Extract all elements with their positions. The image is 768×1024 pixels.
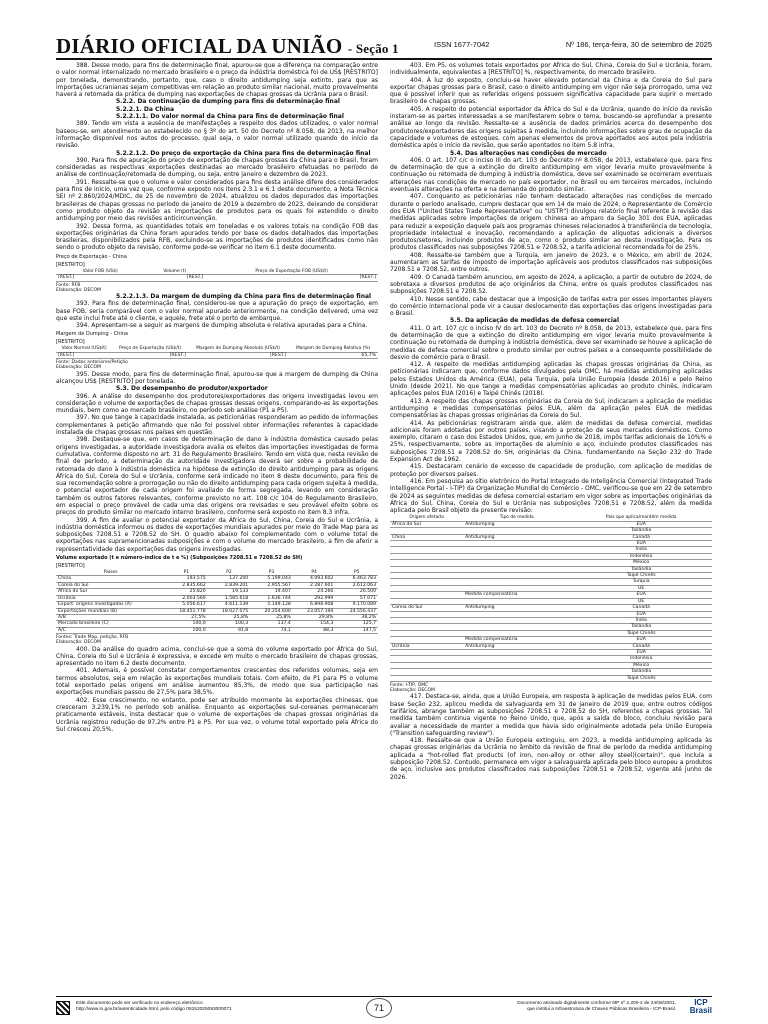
table-cell: A/B	[56, 614, 165, 620]
table-cell: Tailândia	[570, 528, 712, 534]
heading-5-2-2: 5.2.2. Da continuação de dumping para fins de determinação final	[116, 98, 340, 106]
paragraph-400: 400. Da análise do quadro acima, conclui-se que a soma do volume exportado por África do Sul, China, Coreia do Sul e Ucrânia é expressiva, e excede em muito o mercado brasileiro de chapas grossas, apresentado no item 6.2 deste documento.	[56, 645, 378, 668]
table-cell: Turquia	[570, 579, 712, 585]
table-cell: Canadá	[570, 605, 712, 611]
table-cell: 2.839.201	[208, 582, 251, 588]
export-volume-table	[56, 570, 378, 634]
heading-5-4: 5.4. Das alterações nas condições de mercado	[450, 149, 607, 157]
table-cell: EUA	[570, 541, 712, 547]
table-cell: 91,8	[208, 627, 251, 633]
paragraph-391: 391. Ressalte-se que o volume e valor considerados para fins desta análise difere dos considerados para fins de início, uma vez que, conforme exposto nos itens 2.3.1 e 6.1 deste documento, a Nota Técnica SEI nº 2.860/2024/MDIC, de 25 de novembro de 2024, atualizou os dados depurados das importações brasileiras de chapas grossas no período de janeiro de 2019 a dezembro de 2023, deixando de considerar como produto objeto da revisão as importações de produtos para os quais foi estendido o direito antidumping por meio das revisões anticircunvenção.	[56, 178, 378, 223]
paragraph-397: 397. No que tange à capacidade instalada, as peticionárias responderam ao pedido de informações complementares à petição afirmando que não foi possível obter informações referentes à capacidade instalada de chapas grossas nos países em questão.	[56, 414, 378, 437]
table-header-cell: P3	[250, 570, 293, 576]
right-column	[390, 62, 712, 992]
table-cell	[463, 675, 570, 681]
table-cell: Taipé Chinês	[570, 675, 712, 681]
paragraph-392: 392. Dessa forma, as quantidades totais em toneladas e os valores totais na condição FOB das exportações originárias da China foram apurados tendo por base os dados detalhados das importações brasileiras, disponibilizados pela RFB, excluindo-se as importações de produtos identificados como não sendo o produto objeto da revisão, conforme pode-se verificar no item 6.1 deste documento.	[56, 222, 378, 252]
section-label: - Seção 1	[347, 41, 399, 56]
table-cell: 2.003.560	[165, 595, 208, 601]
table-header-cell: Margem de Dumping Absoluta (US$/t)	[188, 346, 288, 352]
table-header-cell: Valor FOB (US$)	[56, 269, 144, 275]
paragraph-416: 416. Em pesquisa ao sítio eletrônico do Portal Integrado de Inteligência Comercial (Integrated Trade Intelligence Portal - I-TIP) da Organização Mundial do Comércio - OMC, verificou-se que em 22 de setembro de 2024 as seguintes medidas de defesa comercial estariam em vigor sobre as importações originárias da África do Sul, China, Coreia do Sul e Ucrânia nas subposições 7208.51 e 7208.52, além da medida aplicada pelo Brasil objeto da presente revisão:	[390, 477, 712, 515]
table-cell: 292.999	[293, 595, 336, 601]
heading-5-2-2-1: 5.2.2.1. Da China	[116, 105, 175, 113]
table-cell: Coreia do Sul	[390, 605, 463, 611]
table-cell: Taipé Chinês	[570, 630, 712, 636]
table-cell: 23.057.194	[293, 608, 336, 614]
table-cell: 137,4	[250, 621, 293, 627]
table-cell: México	[570, 662, 712, 668]
table-cell: [REST.]	[205, 275, 378, 281]
table-2-source: Fonte: Dados anteriores/Petição	[56, 360, 128, 366]
table-cell: Índia	[570, 547, 712, 553]
table-cell: Ucrânia	[390, 643, 463, 649]
table-cell: 29,8%	[293, 614, 336, 620]
table-row	[56, 627, 378, 633]
table-cell: 88,3	[293, 627, 336, 633]
signature-line-2: que institui a Infraestrutura de Chaves Públicas Brasileira - ICP-Brasil.	[526, 1007, 676, 1012]
paragraph-407: 407. Conquanto as peticionárias não tenham destacado alterações nas condições de mercado durante o período analisado, cumpre destacar que em 14 de maio de 2024, o Representante de Comércio dos EUA ("United States Trade Representative" ou "USTR") divulgou relatório final referente à revisão das medidas aplicadas sobre importações de origem chinesa ao amparo da Seção 301 dos EUA, aplicadas para reduzir a exposição daquele país aos programas chineses relacionados à transferência de tecnologia, propriedade intelectual e inovação, recomendando a aplicação de alíquotas adicionais a diversos produtos/setores, incluindo produtos de aço, como o produto similar ao desta investigação. Para os produtos classificados nas subposições 7208.51 e 7208.52, a tarifa adicional recomendada foi de 25%.	[390, 193, 712, 252]
heading-5-2-2-1-1: 5.2.2.1.1. Do valor normal da China para fins de determinação final	[116, 113, 344, 121]
table-cell: México	[570, 560, 712, 566]
table-cell: [REST.]	[112, 352, 188, 358]
table-1-source: Fonte: RFB	[56, 282, 81, 288]
paragraph-417: 417. Destaca-se, ainda, que a União Europeia, em resposta à aplicação de medidas pelos EUA, com base Seção 232, aplicou medida de salvaguarda em 31 de janeiro de 2019 que, entre outros códigos tarifários, abrange também as subposições 7208.51 e 7208.52 do SH, referentes a chapas grossas. Tal medida também continua vigente no Reino Unido, que, após a saída do bloco, concluiu revisão para avaliar a necessidade de manter a medida que havia sido originalmente adotada pela União Europeia ("Transition safeguarding review").	[390, 693, 712, 737]
table-cell: 154,3	[293, 621, 336, 627]
table-cell: 74,1	[250, 627, 293, 633]
table-cell: 38,2%	[335, 614, 378, 620]
table-cell: 6.463.783	[335, 576, 378, 582]
table-cell: 137.200	[208, 576, 251, 582]
table-header-cell: Volume (t)	[144, 269, 205, 275]
table-header-cell: Origem afetada	[390, 515, 463, 521]
table-cell: 100,0	[165, 621, 208, 627]
table-4-elaboration: Elaboração: DECOM	[390, 688, 435, 694]
table-cell: China	[56, 576, 165, 582]
table-3-source: Fontes: Trade Map, petição, RFB	[56, 635, 129, 641]
table-cell: UE	[570, 598, 712, 604]
table-cell: 5.199.043	[250, 576, 293, 582]
table-cell: 4.093.602	[293, 576, 336, 582]
table-cell: 2.955.567	[250, 582, 293, 588]
qr-code-icon	[56, 1001, 70, 1015]
table-cell	[390, 675, 463, 681]
header-rule	[56, 58, 712, 60]
table-cell: África do Sul	[56, 589, 165, 595]
table-cell: EUA	[570, 592, 712, 598]
table-header-cell: País que aplica/mantém medida	[570, 515, 712, 521]
signature-line-1: Documento assinado digitalmente conforme MP nº 2.200-2 de 24/08/2001,	[517, 1001, 676, 1006]
paragraph-413: 413. A respeito das chapas grossas originárias da Coreia do Sul, indicaram a aplicação de medidas antidumping e medidas compensatórias pelos EUA, além da aplicação pelos EUA de medidas compensatórias às chapas grossas originárias da Coreia do Sul.	[390, 397, 712, 420]
table-cell: EUA	[570, 521, 712, 527]
table-cell: Antidumping	[463, 643, 570, 649]
table-header-cell: Valor Normal (US$/t)	[56, 346, 112, 352]
table-cell: 24.556.437	[335, 608, 378, 614]
table-cell: Indonésia	[570, 553, 712, 559]
table-cell: 100,3	[208, 621, 251, 627]
paragraph-390: 390. Para fins de apuração do preço de exportação de chapas grossas da China para o Brasil, foram consideradas as respectivas exportações destinadas ao mercado brasileiro efetuadas no período de análise de continuação/retomada de dumping, ou seja, entre janeiro e dezembro de 2023.	[56, 156, 378, 179]
table-cell: UE	[570, 585, 712, 591]
table-cell: 5.056.617	[165, 602, 208, 608]
paragraph-418: 418. Ressalte-se que a União Europeia extinguiu, em 2023, a medida antidumping aplicada às chapas grossas originárias da Ucrânia no âmbito da revisão de final de período da medida antidumping aplicada a "hot-rolled flat products (of iron, non-alloy or other alloy steel)(certain)", que incluía a subposição 7208.52. Contudo, permanece em vigor a salvaguarda aplicada pelo bloco europeu a produtos de aço, inclusive aos produtos classificados nas subposições 7208.51 e 7208.52, vigente até junho de 2026.	[390, 737, 712, 781]
table-cell: EUA	[570, 611, 712, 617]
table-cell: 1.585.618	[208, 595, 251, 601]
table-cell: Exportações mundiais (B)	[56, 608, 165, 614]
table-cell: [REST.]	[56, 352, 112, 358]
paragraph-393: 393. Para fins de determinação final, considerou-se que a apuração do preço de exportação, em base FOB, seria comparável com o valor normal apurado anteriormente, na condição delivered, uma vez que este inclui frete até o cliente, e aquele, frete até o porto de embarque.	[56, 300, 378, 322]
table-cell: Canadá	[570, 534, 712, 540]
edition-date: Nº 186, terça-feira, 30 de setembro de 2025	[565, 40, 712, 49]
heading-5-2-2-1-3: 5.2.2.1.3. Da margem de dumping da China para fins de determinação final	[116, 292, 372, 300]
table-cell: Coreia do Sul	[56, 582, 165, 588]
issn: ISSN 1677-7042	[434, 40, 490, 49]
paragraph-398: 398. Destaque-se que, em casos de determinação de dano à indústria doméstica causado pelas origens investigadas, a autoridade investigadora avalia os efeitos das importações investigadas de forma cumulativa, conforme disposto no art. 31 do Regulamento Brasileiro. Tendo em vista que, nesta revisão de final de período, a determinação da autoridade investigadora deverá ser sobre a probabilidade de retomada do dano à indústria doméstica na hipótese de extinção do direito antidumping para as origens África do Sul, Coreia do Sul e Ucrânia, conforme será indicado no item 8 deste documento, para fins de sua recomendação sobre a prorrogação ou não do direito antidumping para cada origem sujeita à medida, o potencial exportador de cada origem foi avaliado de forma segregada, levando em consideração também os outros fatores relevantes, conforme previsto no art. 108 c/c 104 do Regulamento Brasileiro, em especial o preço provável de cada uma das origens ora revisadas e seu provável efeito sobre os preços do produto similar no mercado interno brasileiro, conforme será exposto no item 8.3 infra.	[56, 436, 378, 517]
table-cell: Antidumping	[463, 534, 570, 540]
export-price-table	[56, 269, 378, 282]
table-2-elaboration: Elaboração: DECOM	[56, 365, 101, 371]
table-cell: 2.835.662	[165, 582, 208, 588]
table-cell: 25,8%	[250, 614, 293, 620]
table-cell: Medida compensatória	[463, 637, 570, 643]
paragraph-403: 403. Em P5, os volumes totais exportados por África do Sul, China, Coreia do Sul e Ucrânia, foram, individualmente, equivalentes a [RESTRITO] %, respectivamente, do mercado brasileiro.	[390, 62, 712, 77]
dumping-margin-table	[56, 346, 378, 359]
paragraph-396: 396. A análise do desempenho dos produtores/exportadores das origens investigadas levou em consideração o volume de exportações de chapas grossas dessas origens, comparando-as às exportações mundiais, bem como ao mercado brasileiro, no período sob análise (P1 a P5).	[56, 392, 378, 415]
table-2-title: Margem de Dumping - China	[56, 331, 128, 338]
table-cell: 25.820	[165, 589, 208, 595]
heading-5-5: 5.5. Da aplicação de medidas de defesa comercial	[450, 317, 620, 325]
table-cell: Tailândia	[570, 624, 712, 630]
table-header-cell: Preço de Exportação (US$/t)	[112, 346, 188, 352]
paragraph-388: 388. Desse modo, para fins de determinação final, apurou-se que a diferença na comparação entre o valor normal internalizado no mercado brasileiro e o preço da indústria doméstica foi de US$ [RESTRITO] por tonelada, demonstrando, portanto, que, caso o direito antidumping seja extinto, para que as importações ucranianas sejam competitivas em relação ao produto similar nacional, muito provavelmente haverá a retomada da prática de dumping nas exportações de chapas grossas da Ucrânia para o Brasil.	[56, 62, 378, 99]
table-cell: 6.898.908	[293, 602, 336, 608]
table-header-cell: Margem de Dumping Relativa (%)	[288, 346, 378, 352]
table-cell: 193.575	[165, 576, 208, 582]
paragraph-404: 404. À luz do exposto, concluiu-se haver elevado potencial da China e da Coreia do Sul para exportar chapas grossas para o Brasil, caso o direito antidumping em vigor não seja prorrogado, uma vez que é possível inferir que as referidas origens possuem significativa capacidade para suprir o mercado brasileiro de chapas grossas.	[390, 76, 712, 106]
table-cell: 9.170.089	[335, 602, 378, 608]
left-column	[56, 62, 378, 992]
table-cell: 19.133	[208, 589, 251, 595]
table-header-cell: Tipo de medida	[463, 515, 570, 521]
table-header-cell: P2	[208, 570, 251, 576]
table-cell: 26.500	[335, 589, 378, 595]
page-number: 71	[366, 998, 392, 1018]
table-cell: Tailândia	[570, 566, 712, 572]
table-cell: 2.287.601	[293, 582, 336, 588]
table-3-restricted: [RESTRITO]	[56, 563, 85, 570]
table-cell: 25,8%	[208, 614, 251, 620]
table-cell: 24.266	[293, 589, 336, 595]
table-cell: Medida compensatória	[463, 592, 570, 598]
paragraph-411: 411. O art. 107 c/c o inciso IV do art. 103 do Decreto nº 8.058, de 2013, estabelece que, para fins de determinação de que a extinção do direito antidumping em vigor levaria muito provavelmente à continuação ou retomada de dumping à indústria doméstica, deve ser examinado se houve a aplicação de medidas de defesa comercial sobre o produto similar por outros países e a consequente possibilidade de desvio de comércio para o Brasil.	[390, 324, 712, 361]
verification-line-1: Este documento pode ser verificado no endereço eletrônico	[76, 1001, 203, 1006]
icp-logo-line-2: Brasil	[689, 1006, 712, 1015]
paragraph-412: 412. A respeito de medidas antidumping aplicadas às chapas grossas originárias da China, as peticionárias indicaram que, conforme dados divulgados pela OMC, há medidas antidumping aplicadas pelos Estados Unidos da América (EUA), pela Turquia, pela União Europeia (desde 2016) e pelo Reino Unido (desde 2021). No que tange a medidas compensatórias aplicadas ao produto chinês, indicaram aplicações pelos EUA (2016) e Taipé Chinês (2018).	[390, 361, 712, 398]
table-cell: China	[390, 534, 463, 540]
table-cell: 27,5%	[165, 614, 208, 620]
trade-measures-table	[390, 515, 712, 682]
table-3-elaboration: Elaboração: DECOM	[56, 640, 101, 646]
table-1-title: Preço de Exportação - China	[56, 253, 127, 260]
table-cell: 5.149.128	[250, 602, 293, 608]
table-header-cell: Preço de Exportação FOB (US$/t)	[205, 269, 378, 275]
paragraph-408: 408. Ressalte-se também que a Turquia, em janeiro de 2023, e o México, em abril de 2024, aumentaram as tarifas de imposto de importação aplicáveis aos produtos classificados nas subposições 7208.51 e 7208.52, entre outros.	[390, 251, 712, 274]
paragraph-405: 405. A respeito do potencial exportador da África do Sul e da Ucrânia, quando do início da revisão instaram-se as partes interessadas a se manifestarem sobre o tema, buscando-se aprofundar a presente análise ao longo da revisão. Ressalte-se a ausência de dados primários acerca do desempenho dos produtores/exportadores das origens sujeitas à medida, incluindo informações sobre grau de ocupação da capacidade e volumes de estoques, com apenas elementos de prova aportados aos autos pela indústria doméstica após o início da revisão, que serão apontados no item 5.8 infra.	[390, 105, 712, 150]
table-cell: [REST.]	[56, 275, 144, 281]
table-cell: 18.027.075	[208, 608, 251, 614]
table-3-title: Volume exportado (t e número-índice de t e %) (Subposições 7208.51 e 7208.52 do SH)	[56, 555, 303, 562]
table-cell: EUA	[570, 649, 712, 655]
table-cell: 19.407	[250, 589, 293, 595]
table-4-source: Fonte: I-TIP, OMC	[390, 682, 429, 688]
verification-link[interactable]: http://www.in.gov.br/autenticidade.html, pelo código 05152025093000071	[76, 1007, 232, 1012]
paragraph-394: 394. Apresentam-se a seguir as margens de dumping absoluta e relativa apuradas para a China.	[76, 322, 368, 330]
table-cell: 1.636.744	[250, 595, 293, 601]
table-cell: EUA	[570, 637, 712, 643]
journal-title: DIÁRIO OFICIAL DA UNIÃO	[56, 34, 343, 58]
table-cell: Índia	[570, 617, 712, 623]
table-cell: 4.611.139	[208, 602, 251, 608]
table-cell: 18.451.778	[165, 608, 208, 614]
table-header-cell: P5	[335, 570, 378, 576]
table-cell: 100,0	[165, 627, 208, 633]
table-cell: 20.354.600	[250, 608, 293, 614]
table-cell: Tailândia	[570, 669, 712, 675]
table-cell: Canadá	[570, 643, 712, 649]
paragraph-401: 401. Ademais, é possível constatar comportamentos crescentes dos referidos volumes, seja em termos absolutos, seja em relação às exportações mundiais totais. Com efeito, de P1 para P5 o volume total exportado pelas origens em análise aumentou 85,3%, de modo que sua participação nas exportações mundiais passou de 27,5% para 38,5%.	[56, 667, 378, 697]
signature-note	[517, 1001, 676, 1013]
table-header-cell: P1	[165, 570, 208, 576]
icp-logo-line-1: ICP	[694, 998, 708, 1007]
page-header	[56, 34, 712, 56]
table-cell: Antidumping	[463, 521, 570, 527]
masthead	[56, 34, 399, 59]
paragraph-402: 402. Esse crescimento, no entanto, pode ser atribuído mormente às exportações chinesas, que cresceram 3.239,1% no período sob análise. Enquanto as exportações sul-coreanas permaneceram praticamente estáveis, insta destacar que o volume de exportações de chapas grossas originárias da Ucrânia registrou redução de 97,2% entre P1 e P5. Por sua vez, o volume total exportado pela África do Sul cresceu 20,5%.	[56, 696, 378, 733]
heading-5-3: 5.3. Do desempenho do produtor/exportador	[116, 385, 268, 393]
paragraph-406: 406. O art. 107 c/c o inciso III do art. 103 do Decreto nº 8.058, de 2013, estabelece que, para fins de determinação de que a extinção do direito antidumping em vigor levaria muito provavelmente à continuação ou retomada de dumping à indústria doméstica, deve ser examinado se ocorreram eventuais alterações nas condições de mercado no país exportador, no Brasil ou em terceiros mercados, incluindo eventuais alterações na oferta e na demanda do produto similar.	[390, 156, 712, 194]
page-footer	[56, 996, 712, 1020]
table-header-cell: Países	[56, 570, 165, 576]
table-header-cell: P4	[293, 570, 336, 576]
table-cell: África do Sul	[390, 521, 463, 527]
paragraph-409: 409. O Canadá também anunciou, em agosto de 2024, a aplicação, a partir de outubro de 2024, de sobretaxa a diversos produtos de aço originários da China, entre os quais produtos classificados nas subposições 7208.51 e 7208.52.	[390, 273, 712, 296]
table-cell: 125,7	[335, 621, 378, 627]
paragraph-414: 414. As peticionárias registraram ainda que, além de medidas de defesa comercial, medidas adicionais foram adotadas por outros países, visando a proteção de seus mercados domésticos. Como exemplo, citaram o caso dos Estados Unidos, que, em junho de 2018, impôs tarifas adicionais de 10%% e 25%, respectivamente, sobre as importações de alumínio e aço, incluindo produtos classificados nas subposições 7208.51 e 7208.52 do SH, originárias da China, fundamentando na Seção 232 do Trade Expansion Act de 1962.	[390, 419, 712, 464]
table-1-elaboration: Elaboração: DECOM	[56, 287, 101, 293]
paragraph-389: 389. Tendo em vista a ausência de manifestações a respeito dos dados utilizados, o valor normal baseou-se, em atendimento ao estabelecido no § 3º do art. 50 do Decreto nº 8.058, de 2013, na melhor informação disponível nos autos do processo, qual seja, o valor normal utilizado quando do início da revisão.	[56, 120, 378, 150]
table-cell: Taipé Chinês	[570, 573, 712, 579]
table-cell: 65,7%	[288, 352, 378, 358]
table-cell: Antidumping	[463, 605, 570, 611]
table-cell: [REST.]	[144, 275, 205, 281]
table-cell: 57.071	[335, 595, 378, 601]
table-cell: Indonésia	[570, 656, 712, 662]
icp-brasil-logo	[690, 999, 712, 1015]
paragraph-410: 410. Nesse sentido, cabe destacar que a imposição de tarifas extra por esses importantes players do comércio internacional pode vir a causar deslocamento das exportações das origens investigadas para o Brasil.	[390, 295, 712, 318]
table-cell: [REST.]	[188, 352, 288, 358]
verification-note	[76, 1001, 232, 1013]
table-cell: A/C	[56, 627, 165, 633]
table-1-restricted: [RESTRITO]	[56, 261, 85, 268]
table-row	[390, 675, 712, 681]
paragraph-399: 399. A fim de avaliar o potencial exportador da África do Sul, China, Coreia do Sul e Ucrânia, a indústria doméstica informou os dados de exportações mundiais apurados por meio do Trade Map para as subposições 7208.51 e 7208.52 do SH. O quadro abaixo foi complementado com o volume total de exportações nas supramencionadas subposições e com o volume do mercado brasileiro, a fim de aferir a representatividade das exportações das origens investigadas.	[56, 516, 378, 553]
heading-5-2-2-1-2: 5.2.2.1.2. Do preço de exportação da China para fins de determinação final	[116, 149, 371, 157]
paragraph-415: 415. Destacaram cenário de excesso de capacidade de produção, com aplicação de medidas de proteção por diversos países.	[390, 463, 712, 478]
table-cell: Export. origens investigadas (A)	[56, 602, 165, 608]
table-cell: Mercado brasileiro (C)	[56, 621, 165, 627]
table-cell: 2.612.063	[335, 582, 378, 588]
table-2-restricted: [RESTRITO]	[56, 339, 85, 346]
table-cell: Ucrânia	[56, 595, 165, 601]
table-cell: 147,5	[335, 627, 378, 633]
paragraph-395: 395. Desse modo, para fins de determinação final, apurou-se que a margem de dumping da China alcançou US$ [RESTRITO] por tonelada.	[56, 370, 378, 385]
